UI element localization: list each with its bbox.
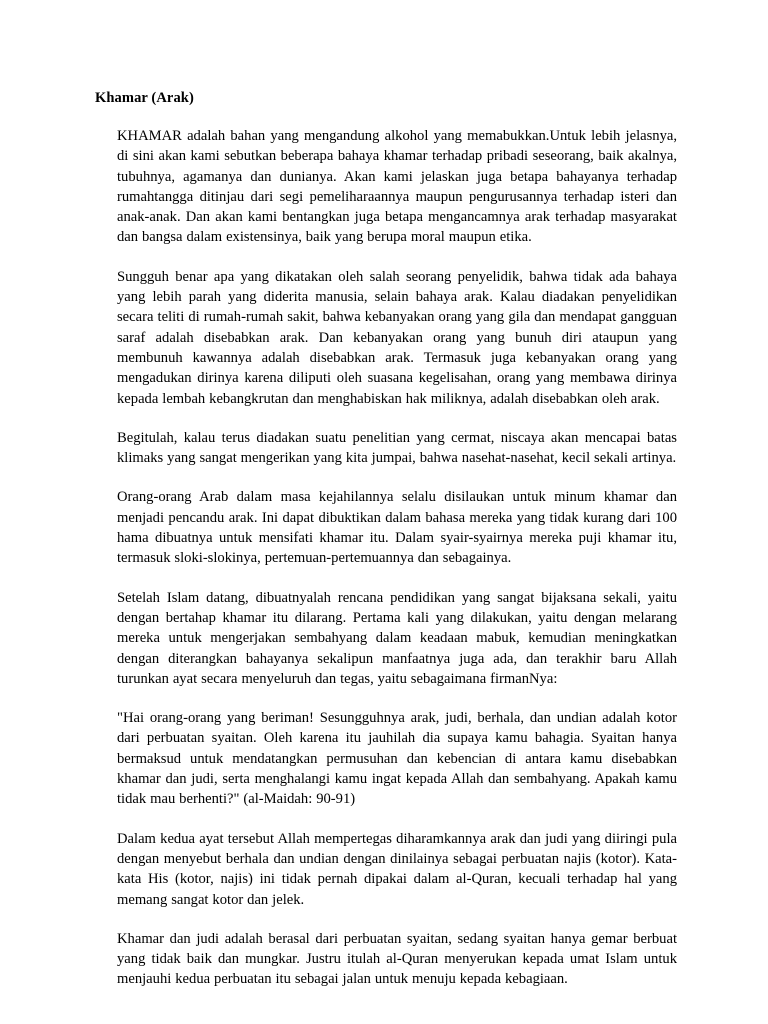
paragraph-3: Begitulah, kalau terus diadakan suatu penelitian yang cermat, niscaya akan mencapai batas klimaks yang sangat mengerikan yang kita jumpai, bahwa nasehat-nasehat, kecil sekali artinya. xyxy=(117,429,677,467)
document-body xyxy=(95,126,678,990)
paragraph-4: Orang-orang Arab dalam masa kejahilannya selalu disilaukan untuk minum khamar dan menjadi pencandu arak. Ini dapat dibuktikan dalam bahasa mereka yang tidak kurang dari 100 hama dibuatnya untuk mensifati khamar itu. Dalam syair-syairnya mereka puji khamar itu, termasuk sloki-slokinya, pertemuan-pertemuannya dan sebagainya. xyxy=(117,489,677,567)
page-title: Khamar (Arak) xyxy=(95,90,194,106)
paragraph-6-quran-quote: "Hai orang-orang yang beriman! Sesungguhnya arak, judi, berhala, dan undian adalah kotor dari perbuatan syaitan. Oleh karena itu jauhilah dia supaya kamu bahagia. Syaitan hanya bermaksud untuk mendatangkan permusuhan dan kebencian di antara kamu disebabkan khamar dan judi, serta menghalangi kamu ingat kepada Allah dan sembahyang. Apakah kamu tidak mau berhenti?" (al-Maidah: 90-91) xyxy=(117,710,677,808)
paragraph-2: Sungguh benar apa yang dikatakan oleh salah seorang penyelidik, bahwa tidak ada bahaya yang lebih parah yang diderita manusia, selain bahaya arak. Kalau diadakan penyelidikan secara teliti di rumah-rumah sakit, bahwa kebanyakan orang yang gila dan mendapat gangguan saraf adalah disebabkan arak. Dan kebanyakan orang yang bunuh diri ataupun yang membunuh kawannya adalah disebabkan arak. Termasuk juga kebanyakan orang yang mengadukan dirinya karena diliputi oleh suasana kegelisahan, orang yang membawa dirinya kepada lembah kebangkrutan dan menghabiskan hak miliknya, adalah disebabkan oleh arak. xyxy=(117,268,677,407)
paragraph-8: Khamar dan judi adalah berasal dari perbuatan syaitan, sedang syaitan hanya gemar berbuat yang tidak baik dan mungkar. Justru itulah al-Quran menyerukan kepada umat Islam untuk menjauhi kedua perbuatan itu sebagai jalan untuk menuju kepada kebagiaan. xyxy=(117,930,677,988)
paragraph-5: Setelah Islam datang, dibuatnyalah rencana pendidikan yang sangat bijaksana sekali, yaitu dengan bertahap khamar itu dilarang. Pertama kali yang dilakukan, yaitu dengan melarang mereka untuk mengerjakan sembahyang dalam keadaan mabuk, kemudian meningkatkan dengan diterangkan bahayanya sekalipun manfaatnya juga ada, dan terakhir baru Allah turunkan ayat secara menyeluruh dan tegas, yaitu sebagaimana firmanNya: xyxy=(117,589,677,687)
paragraph-1: KHAMAR adalah bahan yang mengandung alkohol yang memabukkan.Untuk lebih jelasnya, di sini akan kami sebutkan beberapa bahaya khamar terhadap pribadi seseorang, baik akalnya, tubuhnya, agamanya dan dunianya. Akan kami jelaskan juga betapa bahayanya terhadap rumahtangga ditinjau dari segi pemeliharaannya maupun pengurusannya terhadap isteri dan anak-anak. Dan akan kami bentangkan juga betapa mengancamnya arak terhadap masyarakat dan bangsa dalam existensinya, baik yang berupa moral maupun etika. xyxy=(117,128,677,246)
paragraph-7: Dalam kedua ayat tersebut Allah mempertegas diharamkannya arak dan judi yang diiringi pula dengan menyebut berhala dan undian dengan dinilainya sebagai perbuatan najis (kotor). Kata-kata His (kotor, najis) ini tidak pernah dipakai dalam al-Quran, kecuali terhadap hal yang memang sangat kotor dan jelek. xyxy=(117,830,677,908)
